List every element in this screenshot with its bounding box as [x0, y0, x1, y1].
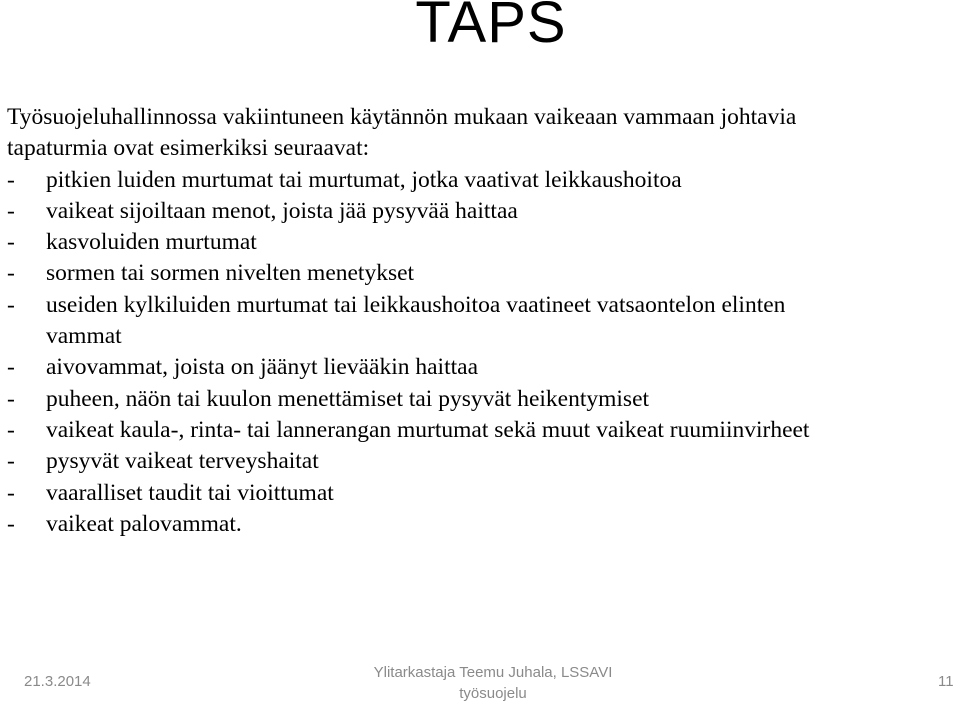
bullet-dash: -	[7, 229, 15, 256]
bullet-dash: -	[7, 510, 15, 537]
list-item	[7, 290, 957, 353]
bullet-dash: -	[7, 260, 15, 287]
list-item-text-continuation: vammat	[46, 323, 122, 350]
list-item	[7, 384, 957, 415]
bullet-dash: -	[7, 354, 15, 381]
list-item-text: aivovammat, joista on jäänyt lievääkin haittaa	[46, 354, 478, 381]
slide-body	[7, 102, 957, 540]
list-item	[7, 446, 957, 477]
intro-line: Työsuojeluhallinnossa vakiintuneen käytännön mukaan vaikeaan vammaan johtavia	[7, 104, 797, 130]
list-item	[7, 258, 957, 289]
list-item-text: vaikeat sijoiltaan menot, joista jää pysyvää haittaa	[46, 197, 518, 224]
list-item-text: vaaralliset taudit tai vioittumat	[46, 479, 334, 506]
footer-date: 21.3.2014	[24, 673, 91, 690]
list-item	[7, 415, 957, 446]
list-item	[7, 196, 957, 227]
bullet-dash: -	[7, 448, 15, 475]
bullet-dash: -	[7, 291, 15, 318]
injury-list	[7, 165, 957, 541]
list-item	[7, 227, 957, 258]
bullet-dash: -	[7, 479, 15, 506]
list-item-text: vaikeat kaula-, rinta- tai lannerangan murtumat sekä muut vaikeat ruumiinvirheet	[46, 416, 810, 443]
list-item-text: puheen, näön tai kuulon menettämiset tai pysyvät heikentymiset	[46, 385, 650, 412]
footer-presenter-line: työsuojelu	[459, 685, 527, 702]
list-item	[7, 165, 957, 196]
list-item-text: kasvoluiden murtumat	[46, 229, 257, 256]
list-item	[7, 478, 957, 509]
bullet-dash: -	[7, 416, 15, 443]
bullet-dash: -	[7, 166, 15, 193]
list-item-text: sormen tai sormen nivelten menetykset	[46, 260, 415, 287]
intro-line: tapaturmia ovat esimerkiksi seuraavat:	[7, 135, 370, 162]
list-item-text: pysyvät vaikeat terveyshaitat	[46, 448, 319, 475]
list-item	[7, 509, 957, 540]
list-item	[7, 352, 957, 383]
footer-presenter-line: Ylitarkastaja Teemu Juhala, LSSAVI	[373, 664, 613, 681]
list-item-text: useiden kylkiluiden murtumat tai leikkaushoitoa vaatineet vatsaontelon elinten	[46, 291, 786, 318]
slide-number: 11	[938, 673, 954, 690]
slide-title: TAPS	[415, 0, 567, 55]
list-item-text: vaikeat palovammat.	[46, 510, 242, 537]
bullet-dash: -	[7, 197, 15, 224]
footer-presenter	[345, 662, 641, 702]
list-item-text: pitkien luiden murtumat tai murtumat, jotka vaativat leikkaushoitoa	[46, 166, 682, 193]
bullet-dash: -	[7, 385, 15, 412]
